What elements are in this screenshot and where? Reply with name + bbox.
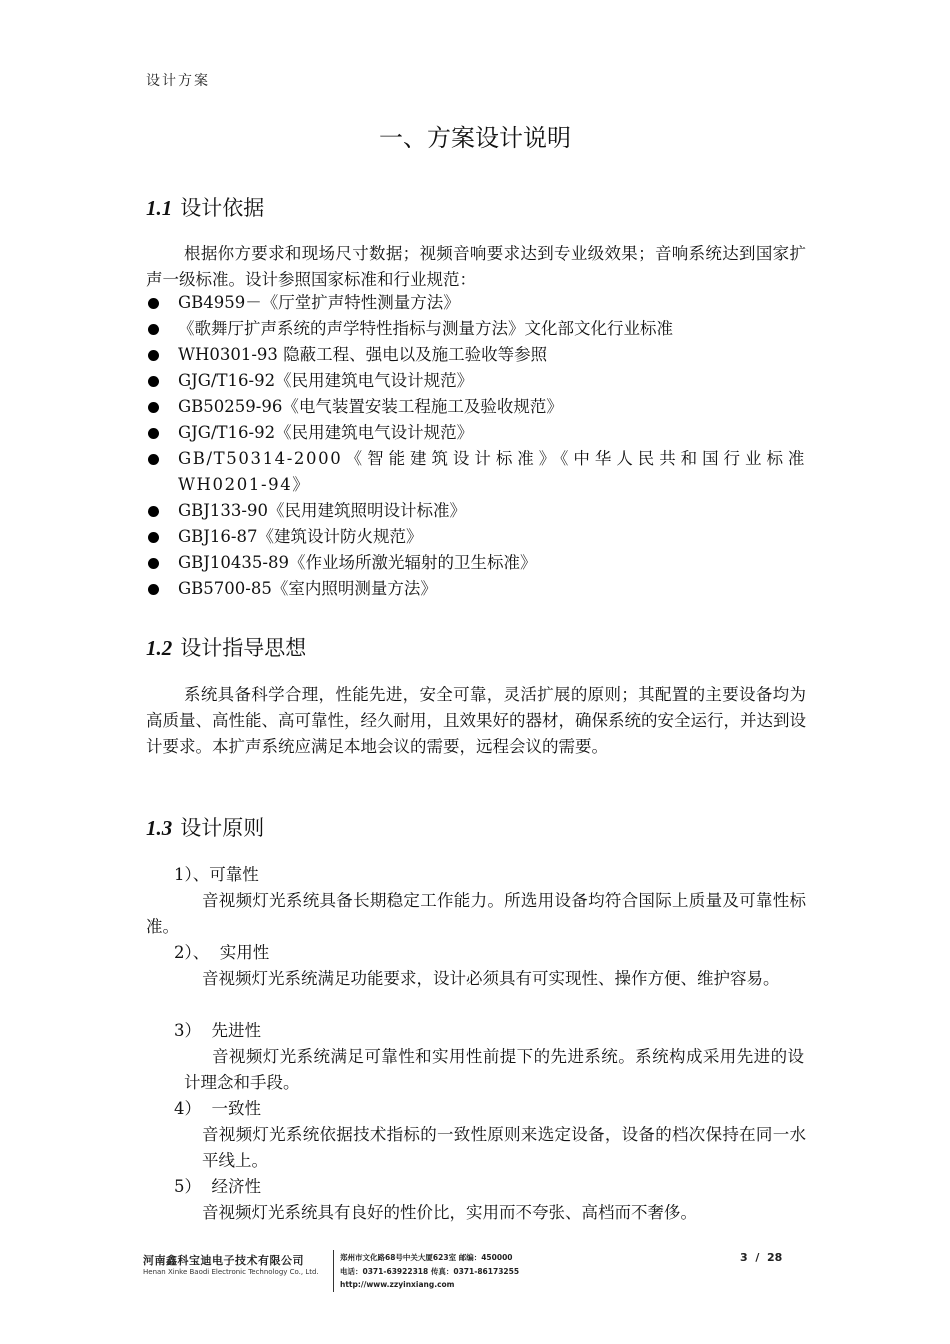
principle-label: 3） 先进性 [174, 1021, 261, 1040]
list-item: GB50259-96《电气装置安装工程施工及验收规范》 [146, 394, 806, 420]
bullet-icon [148, 584, 159, 595]
principle-label: 1）、可靠性 [174, 865, 259, 884]
section-heading-1-2 [146, 632, 306, 662]
footer-divider [333, 1250, 334, 1292]
list-item: GBJ16-87《建筑设计防火规范》 [146, 524, 806, 550]
footer-website: http://www.zzyinxiang.com [340, 1280, 455, 1289]
bullet-icon [148, 298, 159, 309]
principle-body: 音视频灯光系统具有良好的性价比，实用而不夸张、高档而不奢侈。 [202, 1203, 697, 1222]
section-heading-1-3 [146, 812, 264, 842]
list-item: GB/T50314-2000《智能建筑设计标准》《中华人民共和国行业标准 WH0201-94》 [146, 446, 806, 498]
section-title: 设计依据 [180, 196, 265, 220]
principle-label: 5） 经济性 [174, 1177, 261, 1196]
principle-label: 2）、 实用性 [174, 943, 270, 962]
standards-list [146, 290, 806, 602]
list-item: 《歌舞厅扩声系统的声学特性指标与测量方法》文化部文化行业标准 [146, 316, 806, 342]
section-number: 1.2 [146, 636, 173, 660]
bullet-icon [148, 506, 159, 517]
footer-address: 郑州市文化路68号中关大厦623室 邮编：450000 [340, 1253, 513, 1262]
bullet-icon [148, 376, 159, 387]
list-item: GJG/T16-92《民用建筑电气设计规范》 [146, 368, 806, 394]
page-number: 3 / 28 [740, 1251, 783, 1264]
list-item: WH0301-93 隐蔽工程、强电以及施工验收等参照 [146, 342, 806, 368]
bullet-icon [148, 350, 159, 361]
bullet-icon [148, 454, 159, 465]
footer-company-name-en: Henan Xinke Baodi Electronic Technology Co., Ltd. [143, 1268, 319, 1276]
principle-body: 音视频灯光系统依据技术指标的一致性原则来选定设备，设备的档次保持在同一水平线上。 [202, 1125, 806, 1170]
list-item: GBJ10435-89《作业场所激光辐射的卫生标准》 [146, 550, 806, 576]
page-title: 一、方案设计说明 [379, 124, 571, 152]
section-heading-1-1 [146, 192, 264, 222]
footer-company-name: 河南鑫科宝迪电子技术有限公司 [143, 1254, 304, 1267]
bullet-icon [148, 558, 159, 569]
bullet-icon [148, 402, 159, 413]
section-number: 1.1 [146, 196, 173, 220]
list-item: GB4959－《厅堂扩声特性测量方法》 [146, 290, 806, 316]
guiding-principle-body: 系统具备科学合理，性能先进，安全可靠，灵活扩展的原则；其配置的主要设备均为高质量、高性能、高可靠性，经久耐用，且效果好的器材，确保系统的安全运行，并达到设计要求。本扩声系统应满足本地会议的需要，远程会议的需要。 [146, 685, 806, 756]
principle-body: 音视频灯光系统满足功能要求，设计必须具有可实现性、操作方便、维护容易。 [202, 969, 780, 988]
design-basis-intro: 根据你方要求和现场尺寸数据；视频音响要求达到专业级效果；音响系统达到国家扩声一级标准。设计参照国家标准和行业规范： [146, 244, 806, 289]
section-number: 1.3 [146, 816, 173, 840]
bullet-icon [148, 428, 159, 439]
principle-body: 音视频灯光系统满足可靠性和实用性前提下的先进系统。系统构成采用先进的设计理念和手段。 [184, 1047, 804, 1092]
bullet-icon [148, 532, 159, 543]
section-title: 设计指导思想 [180, 636, 307, 660]
principle-label: 4） 一致性 [174, 1099, 261, 1118]
footer-phone: 电话：0371-63922318 传真：0371-86173255 [340, 1267, 520, 1276]
section-title: 设计原则 [180, 816, 265, 840]
running-header: 设计方案 [146, 73, 210, 89]
principle-body: 音视频灯光系统具备长期稳定工作能力。所选用设备均符合国际上质量及可靠性标准。 [146, 891, 806, 936]
list-item: GBJ133-90《民用建筑照明设计标准》 [146, 498, 806, 524]
list-item: GJG/T16-92《民用建筑电气设计规范》 [146, 420, 806, 446]
list-item: GB5700-85《室内照明测量方法》 [146, 576, 806, 602]
bullet-icon [148, 324, 159, 335]
